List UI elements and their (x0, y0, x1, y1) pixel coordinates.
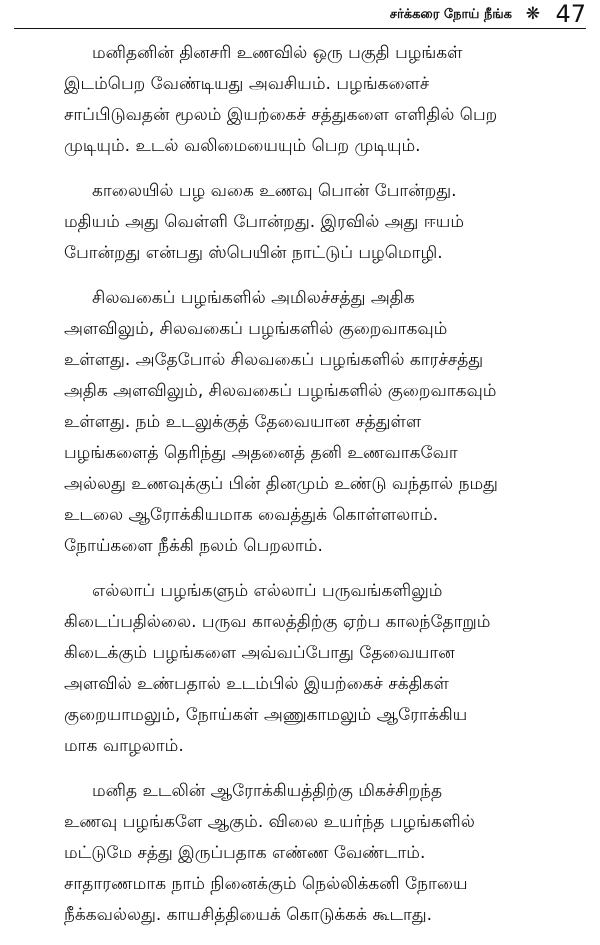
text-line: முடியும். உடல் வலிமையையும் பெற முடியும். (64, 136, 421, 156)
text-line: குறையாமலும், நோய்கள் அணுகாமலும் ஆரோக்கிய (64, 705, 468, 725)
text-line: கிடைப்பதில்லை. பருவ காலத்திற்கு ஏற்ப காலந்தோறும் (64, 612, 491, 632)
page-number: 47 (555, 0, 586, 28)
text-line: எல்லாப் பழங்களும் எல்லாப் பருவங்களிலும் (92, 581, 443, 601)
text-line: உடலை ஆரோக்கியமாக வைத்துக் கொள்ளலாம். (64, 505, 439, 525)
text-line: உணவு பழங்களே ஆகும். விலை உயர்ந்த பழங்களில் (64, 812, 475, 832)
paragraph-1 (64, 38, 580, 162)
text-line: உள்ளது. நம் உடலுக்குத் தேவையான சத்துள்ள (64, 412, 422, 432)
paragraph-2 (64, 176, 580, 269)
paragraph-5 (64, 776, 580, 931)
text-line: அளவில் உண்பதால் உடம்பில் இயற்கைச் சக்திகள் (64, 674, 449, 694)
text-line: சிலவகைப் பழங்களில் அமிலச்சத்து அதிக (92, 288, 415, 308)
text-line: நோய்களை நீக்கி நலம் பெறலாம். (64, 536, 323, 556)
text-line: உள்ளது. அதேபோல் சிலவகைப் பழங்களில் காரச்சத்து (64, 350, 484, 370)
text-line: அளவிலும், சிலவகைப் பழங்களில் குறைவாகவும் (64, 319, 448, 339)
body-text (64, 38, 580, 945)
paragraph-3 (64, 283, 580, 562)
flower-ornament-icon: ❋ (525, 4, 540, 24)
paragraph-4 (64, 576, 580, 762)
text-line: அதிக அளவிலும், சிலவகைப் பழங்களில் குறைவாகவும் (64, 381, 497, 401)
text-line: மட்டுமே சத்து இருப்பதாக எண்ண வேண்டாம். (64, 843, 426, 863)
text-line: மதியம் அது வெள்ளி போன்றது. இரவில் அது ஈயம் (64, 212, 465, 232)
running-title: சர்க்கரை நோய் நீங்க (389, 7, 512, 22)
text-line: சாப்பிடுவதன் மூலம் இயற்கைச் சத்துகளை எளிதில் பெற (64, 105, 498, 125)
text-line: மனித உடலின் ஆரோக்கியத்திற்கு மிகச்சிறந்த (92, 781, 443, 801)
text-line: போன்றது என்பது ஸ்பெயின் நாட்டுப் பழமொழி. (64, 243, 443, 263)
text-line: பழங்களைத் தெரிந்து அதனைத் தனி உணவாகவோ (64, 443, 458, 463)
text-line: அல்லது உணவுக்குப் பின் தினமும் உண்டு வந்தால் நமது (64, 474, 498, 494)
text-line: கிடைக்கும் பழங்களை அவ்வப்போது தேவையான (64, 643, 455, 663)
header-rule (14, 28, 586, 29)
text-line: சாதாரணமாக நாம் நினைக்கும் நெல்லிக்கனி நோயை (64, 874, 468, 894)
page-header (0, 0, 600, 30)
text-line: இடம்பெற வேண்டியது அவசியம். பழங்களைச் (64, 74, 430, 94)
text-line: மனிதனின் தினசரி உணவில் ஒரு பகுதி பழங்கள் (92, 43, 463, 63)
text-line: காலையில் பழ வகை உணவு பொன் போன்றது. (92, 181, 457, 201)
text-line: மாக வாழலாம். (64, 736, 184, 756)
text-line: நீக்கவல்லது. காயசித்தியைக் கொடுக்கக் கூடாது. (64, 905, 433, 925)
